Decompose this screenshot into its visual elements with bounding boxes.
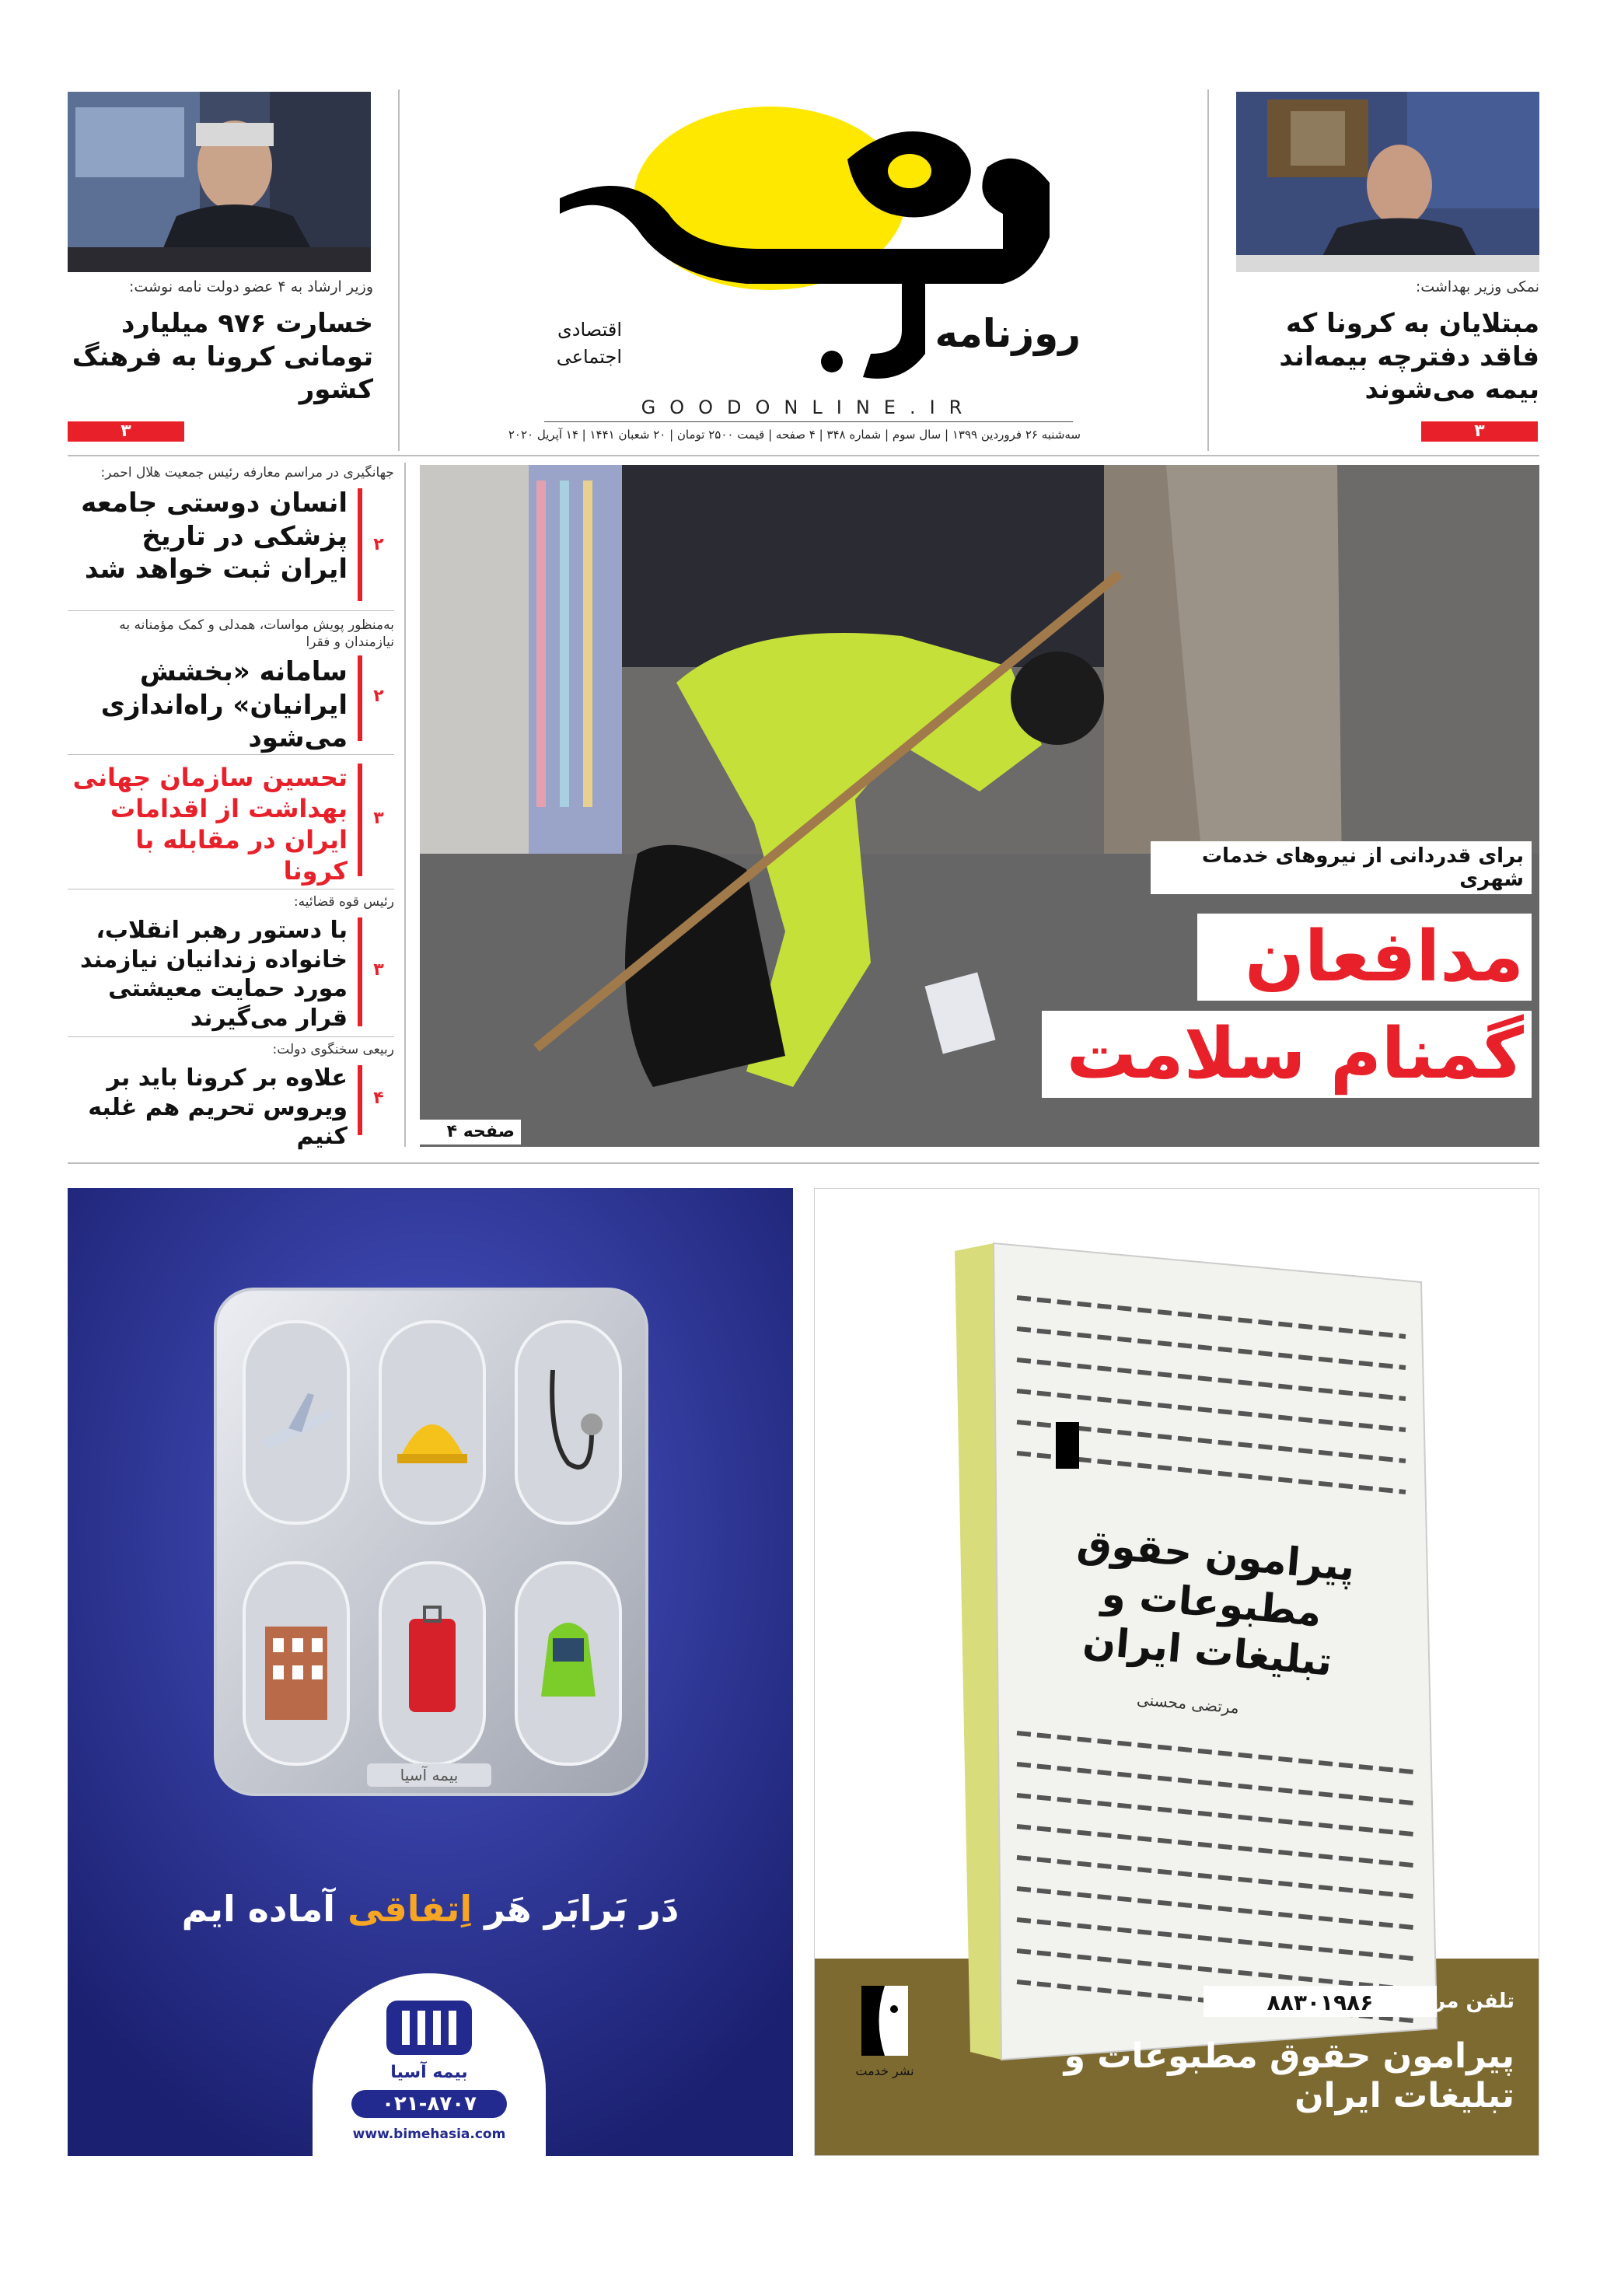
insurer-logo-icon: [383, 1997, 476, 2059]
story-kicker: رئیس قوه قضائیه:: [293, 894, 394, 910]
page-number-bar: ۳: [1421, 421, 1538, 442]
divider: [68, 754, 394, 755]
page-number: ۲: [373, 687, 384, 706]
red-rule: [358, 655, 362, 741]
red-rule: [358, 917, 362, 1026]
story-headline: علاوه بر کرونا باید بر ویروس تحریم هم غلبه کنیم: [88, 1064, 348, 1150]
side-story[interactable]: [68, 465, 394, 603]
story-headline: تحسین سازمان جهانی بهداشت از اقدامات ایران در مقابله با کرونا: [72, 763, 348, 886]
story-headline[interactable]: خسارت ۹۷۶ میلیارد تومانی کرونا به فرهنگ کشور: [72, 308, 373, 405]
book-title: پیرامون حقوق مطبوعات و تبلیغات ایران: [1064, 2036, 1514, 2116]
pill-pack-label: بیمه آسیا: [367, 1763, 491, 1787]
ad-slogan: [68, 1888, 793, 1930]
pill-building: [243, 1561, 350, 1766]
pill-stethoscope: [515, 1320, 622, 1525]
divider: [68, 1036, 394, 1037]
side-story-highlight[interactable]: [68, 762, 394, 886]
main-story-headline-line1[interactable]: مدافعان: [1197, 914, 1532, 1001]
story-headline[interactable]: مبتلایان به کرونا که فاقد دفترچه بیمه‌اند بیمه می‌شوند: [1279, 308, 1539, 405]
pill-airplane: [243, 1320, 350, 1525]
slogan-part1: دَر بَرابَر هَر: [484, 1888, 679, 1930]
story-kicker: به‌منظور پویش مواسات، همدلی و کمک مؤمنانه به نیازمندان و فقرا: [119, 617, 394, 650]
insurer-phone[interactable]: ۰۲۱-۸۷۰۷: [351, 2090, 507, 2118]
slogan-part2: آماده ایم: [181, 1888, 336, 1930]
page-reference[interactable]: صفحه ۴: [420, 1120, 521, 1145]
book-cover-title: پیرامون حقوق مطبوعات و تبلیغات ایران: [1075, 1520, 1357, 1685]
masthead-tagline-social: اجتماعی: [556, 346, 622, 368]
minister-photo: [68, 92, 371, 272]
main-story-headline-line2[interactable]: گمنام سلامت: [1042, 1011, 1532, 1098]
page-number: ۳: [373, 960, 384, 980]
red-rule: [358, 764, 362, 876]
side-story[interactable]: [68, 894, 394, 1030]
story-headline: سامانه «بخشش ایرانیان» راه‌اندازی می‌شود: [100, 656, 348, 753]
publisher-name: نشر خدمت: [855, 2064, 914, 2078]
divider: [1207, 89, 1209, 451]
health-minister-photo: [1236, 92, 1539, 272]
pill-suitcase: [379, 1561, 486, 1766]
side-story[interactable]: [68, 1042, 394, 1150]
story-kicker: ربیعی سخنگوی دولت:: [272, 1042, 394, 1057]
masthead-tagline-economic: اقتصادی: [557, 319, 622, 341]
divider: [544, 421, 1073, 422]
divider: [398, 89, 400, 451]
phone-label: تلفن مرکز پخش:: [1343, 1990, 1514, 2013]
story-headline: انسان دوستی جامعه پزشکی در تاریخ ایران ثبت خواهد شد: [81, 488, 348, 585]
pill-car: [515, 1561, 622, 1766]
book-author: مرتضی محسنی: [1136, 1690, 1240, 1718]
main-story-kicker: برای قدردانی از نیروهای خدمات شهری: [1151, 841, 1532, 894]
page-number-bar: ۳: [68, 421, 184, 442]
story-kicker: وزیر ارشاد به ۴ عضو دولت نامه نوشت:: [129, 278, 373, 295]
page-number: ۴: [373, 1089, 384, 1108]
story-kicker: نمکی وزیر بهداشت:: [1415, 278, 1539, 295]
page-number: ۲: [373, 535, 384, 554]
slogan-highlight: اِتفاقی: [348, 1888, 473, 1930]
divider: [404, 463, 406, 1147]
masthead-prefix: روزنامه: [935, 311, 1081, 356]
issue-info: سه‌شنبه ۲۶ فروردین ۱۳۹۹ | سال سوم | شماره ۳۴۸ | ۴ صفحه | قیمت ۲۵۰۰ تومان | ۲۰ شعبان ۱۴۴۱ | ۱۴ آپریل ۲۰۲۰: [508, 428, 1081, 442]
story-kicker: جهانگیری در مراسم معارفه رئیس جمعیت هلال احمر:: [100, 465, 394, 481]
red-rule: [358, 488, 362, 601]
divider: [68, 1162, 1539, 1164]
insurer-url[interactable]: www.bimehasia.com: [352, 2127, 506, 2142]
book-ad[interactable]: [814, 1188, 1539, 2156]
insurance-ad[interactable]: [68, 1188, 793, 2156]
pill-helmet: [379, 1320, 486, 1525]
publisher-logo: [846, 1982, 924, 2075]
distribution-phone[interactable]: ۸۸۳۰۱۹۸۶: [1266, 1990, 1374, 2015]
red-rule: [358, 1065, 362, 1135]
masthead-website[interactable]: GOODONLINE.IR: [641, 397, 976, 418]
story-headline: با دستور رهبر انقلاب، خانواده زندانیان نیازمند مورد حمایت معیشتی قرار می‌گیرند: [80, 917, 348, 1032]
insurer-name: بیمه آسیا: [390, 2063, 468, 2082]
page-number: ۳: [373, 809, 384, 828]
side-story[interactable]: [68, 617, 394, 753]
divider: [68, 610, 394, 611]
divider: [68, 455, 1539, 456]
